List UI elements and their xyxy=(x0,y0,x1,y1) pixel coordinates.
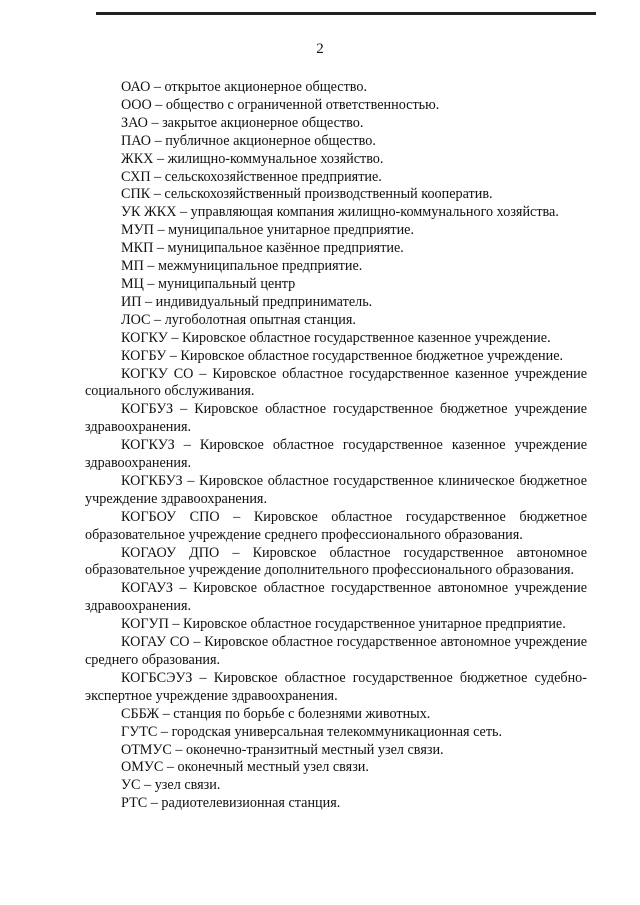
abbreviation-entry: КОГБУЗ – Кировское областное государственное бюджетное учреждение здравоохранения. xyxy=(85,401,587,436)
abbreviation-entry: МКП – муниципальное казённое предприятие. xyxy=(121,240,404,257)
abbreviation-entry: ООО – общество с ограниченной ответственностью. xyxy=(121,96,440,113)
abbreviation-entry: МЦ – муниципальный центр xyxy=(121,275,296,292)
abbreviation-entry: ИП – индивидуальный предприниматель. xyxy=(121,293,373,310)
abbreviation-entry: УС – узел связи. xyxy=(121,777,221,794)
abbreviation-entry: КОГУП – Кировское областное государственное унитарное предприятие. xyxy=(121,616,566,633)
abbreviation-entry: КОГАУ СО – Кировское областное государственное автономное учреждение среднего образования. xyxy=(85,634,587,668)
page-number: 2 xyxy=(316,41,324,57)
abbreviation-entry: СХП – сельскохозяйственное предприятие. xyxy=(121,168,382,185)
abbreviation-entry: КОГБОУ СПО – Кировское областное государственное бюджетное образовательное учреждение среднего профессионального образования. xyxy=(85,508,587,543)
abbreviation-entry: УК ЖКХ – управляющая компания жилищно-коммунального хозяйства. xyxy=(121,204,559,221)
abbreviation-entry: ОМУС – оконечный местный узел связи. xyxy=(121,759,369,776)
abbreviation-entry: КОГБУ – Кировское областное государственное бюджетное учреждение. xyxy=(121,347,564,364)
abbreviation-entry: КОГКБУЗ – Кировское областное государственное клиническое бюджетное учреждение здравоохранения. xyxy=(85,472,587,507)
abbreviation-entry: КОГКУ СО – Кировское областное государственное казенное учреждение социального обслуживания. xyxy=(85,365,587,400)
abbreviation-entry: РТС – радиотелевизионная станция. xyxy=(121,795,341,812)
abbreviation-entry: СПК – сельскохозяйственный производственный кооператив. xyxy=(121,186,493,203)
abbreviation-entry: ЗАО – закрытое акционерное общество. xyxy=(121,114,364,131)
top-rule-line xyxy=(96,12,596,15)
abbreviation-entry: ОАО – открытое акционерное общество. xyxy=(121,79,368,95)
abbreviation-entry: КОГАУЗ – Кировское областное государственное автономное учреждение здравоохранения. xyxy=(85,580,587,615)
abbreviation-entry: КОГБСЭУЗ – Кировское областное государственное бюджетное судебно-экспертное учреждение здравоохранения. xyxy=(85,669,587,704)
abbreviation-entry: КОГКУЗ – Кировское областное государственное казенное учреждение здравоохранения. xyxy=(85,437,587,472)
abbreviation-entry: ГУТС – городская универсальная телекоммуникационная сеть. xyxy=(121,723,503,740)
abbreviation-entry: ПАО – публичное акционерное общество. xyxy=(121,132,376,149)
abbreviation-entry: ЖКХ – жилищно-коммунальное хозяйство. xyxy=(121,150,384,167)
abbreviation-entry: ЛОС – лугоболотная опытная станция. xyxy=(121,311,356,328)
abbreviation-list xyxy=(85,79,587,813)
abbreviation-entry: КОГАОУ ДПО – Кировское областное государственное автономное образовательное учреждение дополнительного профессионального образования. xyxy=(85,544,587,579)
abbreviation-entry: МУП – муниципальное унитарное предприятие. xyxy=(121,222,415,239)
abbreviation-entry: СББЖ – станция по борьбе с болезнями животных. xyxy=(121,705,431,722)
abbreviation-entry: КОГКУ – Кировское областное государственное казенное учреждение. xyxy=(121,329,551,346)
abbreviation-entry: ОТМУС – оконечно-транзитный местный узел связи. xyxy=(121,741,444,758)
abbreviation-entry: МП – межмуниципальное предприятие. xyxy=(121,258,363,275)
